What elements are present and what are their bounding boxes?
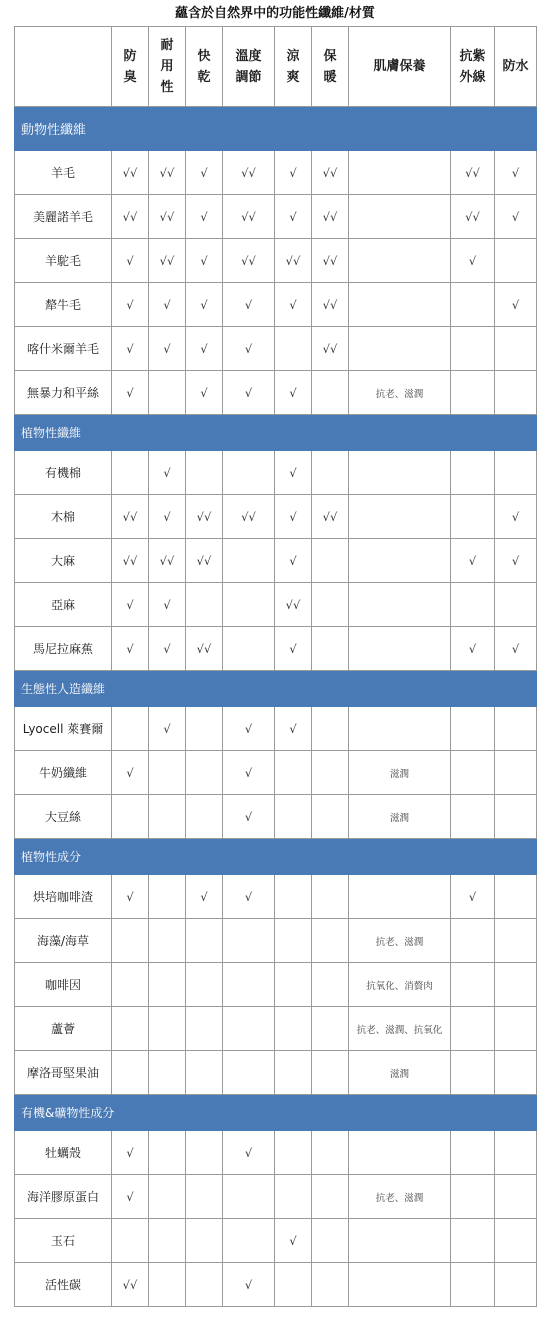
material-name: 有機棉: [15, 451, 112, 495]
material-name: 美麗諾羊毛: [15, 195, 112, 239]
material-name: 海藻/海草: [15, 919, 112, 963]
check-mark-cell: [186, 963, 223, 1007]
check-mark-cell: [275, 1007, 312, 1051]
category-label: 動物性纖維: [15, 107, 537, 151]
skincare-note: 抗氧化、消贅肉: [349, 963, 451, 1007]
check-mark-cell: [275, 1051, 312, 1095]
category-row: [15, 107, 537, 151]
check-mark-cell: [186, 451, 223, 495]
column-header: [223, 27, 275, 107]
material-name: 亞麻: [15, 583, 112, 627]
check-mark-cell: √√: [112, 1263, 149, 1307]
check-mark-cell: [186, 1263, 223, 1307]
check-mark-cell: [495, 1263, 537, 1307]
check-mark-cell: [495, 707, 537, 751]
column-header-text: 臭: [123, 69, 137, 85]
skincare-note: 抗老、滋潤: [349, 371, 451, 415]
check-mark-cell: [112, 451, 149, 495]
check-mark-cell: [312, 1175, 349, 1219]
table-row: [15, 583, 537, 627]
skincare-note: [349, 1263, 451, 1307]
check-mark-cell: √: [186, 239, 223, 283]
check-mark-cell: [275, 919, 312, 963]
table-row: [15, 151, 537, 195]
check-mark-cell: [112, 963, 149, 1007]
check-mark-cell: [186, 919, 223, 963]
check-mark-cell: [223, 1175, 275, 1219]
check-mark-cell: √: [495, 627, 537, 671]
check-mark-cell: √: [275, 371, 312, 415]
check-mark-cell: [275, 795, 312, 839]
table-row: [15, 327, 537, 371]
check-mark-cell: [495, 327, 537, 371]
column-header: [312, 27, 349, 107]
skincare-note: [349, 451, 451, 495]
column-header-text: 調節: [235, 69, 262, 85]
check-mark-cell: √√: [223, 239, 275, 283]
skincare-note: [349, 627, 451, 671]
table-row: [15, 919, 537, 963]
check-mark-cell: [275, 751, 312, 795]
category-row: [15, 1095, 537, 1131]
category-row: [15, 671, 537, 707]
check-mark-cell: √: [451, 875, 495, 919]
check-mark-cell: [312, 875, 349, 919]
column-header: [495, 27, 537, 107]
check-mark-cell: √: [495, 495, 537, 539]
check-mark-cell: [451, 1263, 495, 1307]
header-corner: [15, 27, 112, 107]
column-header-text: 乾: [197, 69, 211, 85]
category-label: 生態性人造纖維: [15, 671, 537, 707]
check-mark-cell: [495, 795, 537, 839]
check-mark-cell: √: [495, 539, 537, 583]
check-mark-cell: √√: [451, 195, 495, 239]
check-mark-cell: √: [112, 371, 149, 415]
table-row: [15, 963, 537, 1007]
check-mark-cell: [149, 963, 186, 1007]
page-title: 蘊含於自然界中的功能性纖維/材質: [175, 6, 375, 21]
check-mark-cell: [275, 963, 312, 1007]
column-header-text: 肌膚保養: [373, 59, 426, 74]
material-name: 牛奶纖維: [15, 751, 112, 795]
check-mark-cell: [149, 919, 186, 963]
check-mark-cell: √: [149, 283, 186, 327]
check-mark-cell: √√: [112, 151, 149, 195]
check-mark-cell: [149, 1131, 186, 1175]
check-mark-cell: [223, 451, 275, 495]
check-mark-cell: [451, 795, 495, 839]
table-row: [15, 283, 537, 327]
fiber-function-table: [14, 26, 537, 1307]
check-mark-cell: √√: [149, 151, 186, 195]
check-mark-cell: [112, 919, 149, 963]
table-row: [15, 495, 537, 539]
header-row: [15, 27, 537, 107]
check-mark-cell: √: [112, 751, 149, 795]
material-name: 烘培咖啡渣: [15, 875, 112, 919]
material-name: 大豆絲: [15, 795, 112, 839]
check-mark-cell: [312, 1219, 349, 1263]
check-mark-cell: [149, 371, 186, 415]
check-mark-cell: [451, 283, 495, 327]
column-header-text: 抗紫: [459, 48, 486, 64]
column-header: [112, 27, 149, 107]
check-mark-cell: [495, 239, 537, 283]
check-mark-cell: [275, 1175, 312, 1219]
check-mark-cell: [312, 1051, 349, 1095]
check-mark-cell: [451, 583, 495, 627]
skincare-note: [349, 495, 451, 539]
check-mark-cell: √√: [186, 495, 223, 539]
table-row: [15, 1051, 537, 1095]
check-mark-cell: √√: [275, 239, 312, 283]
skincare-note: 滋潤: [349, 751, 451, 795]
check-mark-cell: [312, 1007, 349, 1051]
check-mark-cell: √: [112, 283, 149, 327]
check-mark-cell: [112, 1219, 149, 1263]
check-mark-cell: [223, 1007, 275, 1051]
table-row: [15, 1263, 537, 1307]
check-mark-cell: √√: [223, 495, 275, 539]
check-mark-cell: √: [275, 451, 312, 495]
check-mark-cell: [149, 751, 186, 795]
check-mark-cell: √: [186, 371, 223, 415]
category-row: [15, 415, 537, 451]
check-mark-cell: [149, 1263, 186, 1307]
check-mark-cell: √: [186, 151, 223, 195]
check-mark-cell: √: [223, 327, 275, 371]
skincare-note: [349, 707, 451, 751]
check-mark-cell: √: [275, 151, 312, 195]
check-mark-cell: √: [149, 327, 186, 371]
check-mark-cell: [451, 451, 495, 495]
check-mark-cell: [275, 1131, 312, 1175]
check-mark-cell: [186, 1131, 223, 1175]
check-mark-cell: [149, 1051, 186, 1095]
check-mark-cell: [186, 1219, 223, 1263]
check-mark-cell: [495, 1051, 537, 1095]
table-row: [15, 875, 537, 919]
skincare-note: 抗老、滋潤: [349, 919, 451, 963]
column-header: [451, 27, 495, 107]
column-header: [349, 27, 451, 107]
table-row: [15, 451, 537, 495]
check-mark-cell: [223, 919, 275, 963]
table-row: [15, 707, 537, 751]
check-mark-cell: [495, 751, 537, 795]
check-mark-cell: √: [451, 539, 495, 583]
check-mark-cell: [312, 751, 349, 795]
check-mark-cell: [451, 707, 495, 751]
check-mark-cell: [149, 1219, 186, 1263]
table-body: [15, 107, 537, 1307]
check-mark-cell: [186, 1051, 223, 1095]
check-mark-cell: [451, 919, 495, 963]
material-name: 咖啡因: [15, 963, 112, 1007]
table-row: [15, 195, 537, 239]
check-mark-cell: [223, 963, 275, 1007]
skincare-note: [349, 539, 451, 583]
column-header-text: 暖: [323, 69, 337, 85]
skincare-note: 抗老、滋潤、抗氧化: [349, 1007, 451, 1051]
check-mark-cell: √: [223, 371, 275, 415]
check-mark-cell: [495, 1219, 537, 1263]
check-mark-cell: [223, 627, 275, 671]
check-mark-cell: √: [495, 283, 537, 327]
check-mark-cell: [495, 583, 537, 627]
check-mark-cell: √: [223, 751, 275, 795]
check-mark-cell: √√: [112, 495, 149, 539]
check-mark-cell: [186, 795, 223, 839]
check-mark-cell: √: [149, 707, 186, 751]
check-mark-cell: √: [112, 1131, 149, 1175]
check-mark-cell: √: [223, 1263, 275, 1307]
check-mark-cell: [451, 1051, 495, 1095]
column-header-text: 防: [123, 48, 137, 64]
column-header-text: 用: [160, 59, 174, 74]
check-mark-cell: [451, 1219, 495, 1263]
material-name: Lyocell 萊賽爾: [15, 707, 112, 751]
check-mark-cell: [112, 795, 149, 839]
check-mark-cell: √: [275, 707, 312, 751]
material-name: 活性碳: [15, 1263, 112, 1307]
check-mark-cell: [451, 495, 495, 539]
material-name: 海洋膠原蛋白: [15, 1175, 112, 1219]
skincare-note: [349, 1219, 451, 1263]
table-row: [15, 627, 537, 671]
material-name: 蘆薈: [15, 1007, 112, 1051]
check-mark-cell: √: [223, 283, 275, 327]
check-mark-cell: √: [186, 327, 223, 371]
check-mark-cell: [312, 707, 349, 751]
check-mark-cell: [312, 1263, 349, 1307]
check-mark-cell: √: [112, 1175, 149, 1219]
check-mark-cell: √: [186, 195, 223, 239]
check-mark-cell: √√: [312, 327, 349, 371]
check-mark-cell: √: [275, 195, 312, 239]
check-mark-cell: [451, 327, 495, 371]
check-mark-cell: [149, 1007, 186, 1051]
table-row: [15, 1007, 537, 1051]
column-header-text: 防水: [502, 59, 529, 74]
check-mark-cell: [223, 583, 275, 627]
table-row: [15, 751, 537, 795]
column-header: [186, 27, 223, 107]
check-mark-cell: √: [451, 627, 495, 671]
material-name: 牡蠣殼: [15, 1131, 112, 1175]
column-header-text: 溫度: [235, 48, 262, 64]
category-label: 植物性纖維: [15, 415, 537, 451]
table-row: [15, 1175, 537, 1219]
skincare-note: [349, 239, 451, 283]
table-row: [15, 795, 537, 839]
check-mark-cell: √√: [186, 539, 223, 583]
skincare-note: [349, 875, 451, 919]
material-name: 喀什米爾羊毛: [15, 327, 112, 371]
material-name: 羊駝毛: [15, 239, 112, 283]
skincare-note: [349, 151, 451, 195]
check-mark-cell: [495, 1131, 537, 1175]
check-mark-cell: [223, 1051, 275, 1095]
check-mark-cell: √√: [275, 583, 312, 627]
check-mark-cell: √: [451, 239, 495, 283]
check-mark-cell: √√: [312, 151, 349, 195]
check-mark-cell: [186, 707, 223, 751]
column-header-text: 耐: [160, 38, 174, 53]
check-mark-cell: [312, 1131, 349, 1175]
check-mark-cell: √: [223, 795, 275, 839]
column-header-text: 外線: [459, 69, 486, 85]
check-mark-cell: √√: [312, 495, 349, 539]
check-mark-cell: √√: [149, 195, 186, 239]
material-name: 玉石: [15, 1219, 112, 1263]
check-mark-cell: [186, 583, 223, 627]
check-mark-cell: √√: [186, 627, 223, 671]
check-mark-cell: √: [275, 539, 312, 583]
check-mark-cell: √√: [451, 151, 495, 195]
check-mark-cell: [495, 919, 537, 963]
check-mark-cell: √: [149, 451, 186, 495]
table-row: [15, 1131, 537, 1175]
material-name: 羊毛: [15, 151, 112, 195]
skincare-note: 抗老、滋潤: [349, 1175, 451, 1219]
check-mark-cell: √: [186, 283, 223, 327]
check-mark-cell: [149, 1175, 186, 1219]
column-header-text: 性: [160, 80, 174, 95]
check-mark-cell: [495, 1007, 537, 1051]
column-header-text: 快: [197, 48, 211, 64]
table-row: [15, 1219, 537, 1263]
category-label: 植物性成分: [15, 839, 537, 875]
check-mark-cell: [149, 875, 186, 919]
skincare-note: [349, 327, 451, 371]
check-mark-cell: √√: [149, 239, 186, 283]
check-mark-cell: [312, 919, 349, 963]
check-mark-cell: [112, 1007, 149, 1051]
check-mark-cell: √√: [112, 539, 149, 583]
check-mark-cell: √√: [149, 539, 186, 583]
check-mark-cell: [186, 1007, 223, 1051]
check-mark-cell: [275, 1263, 312, 1307]
check-mark-cell: √: [112, 875, 149, 919]
check-mark-cell: [223, 1219, 275, 1263]
material-name: 大麻: [15, 539, 112, 583]
check-mark-cell: [312, 963, 349, 1007]
skincare-note: 滋潤: [349, 795, 451, 839]
check-mark-cell: [112, 707, 149, 751]
check-mark-cell: √√: [312, 239, 349, 283]
check-mark-cell: √: [495, 195, 537, 239]
check-mark-cell: √: [149, 627, 186, 671]
check-mark-cell: √: [149, 495, 186, 539]
material-name: 摩洛哥堅果油: [15, 1051, 112, 1095]
check-mark-cell: [149, 795, 186, 839]
check-mark-cell: √: [275, 627, 312, 671]
check-mark-cell: [451, 751, 495, 795]
check-mark-cell: √: [223, 875, 275, 919]
check-mark-cell: [312, 371, 349, 415]
category-row: [15, 839, 537, 875]
material-name: 木棉: [15, 495, 112, 539]
check-mark-cell: √: [112, 239, 149, 283]
check-mark-cell: [312, 627, 349, 671]
check-mark-cell: [312, 583, 349, 627]
check-mark-cell: √√: [312, 195, 349, 239]
column-header-text: 保: [323, 48, 337, 64]
check-mark-cell: √: [275, 283, 312, 327]
check-mark-cell: [312, 539, 349, 583]
check-mark-cell: √√: [223, 195, 275, 239]
check-mark-cell: √: [495, 151, 537, 195]
check-mark-cell: √: [112, 327, 149, 371]
check-mark-cell: √: [275, 1219, 312, 1263]
column-header-text: 爽: [286, 69, 300, 85]
check-mark-cell: √: [112, 583, 149, 627]
check-mark-cell: √√: [223, 151, 275, 195]
check-mark-cell: [495, 1175, 537, 1219]
check-mark-cell: [451, 1175, 495, 1219]
check-mark-cell: [451, 963, 495, 1007]
check-mark-cell: [495, 875, 537, 919]
skincare-note: [349, 283, 451, 327]
check-mark-cell: √: [223, 707, 275, 751]
check-mark-cell: [223, 539, 275, 583]
table-row: [15, 539, 537, 583]
column-header: [149, 27, 186, 107]
check-mark-cell: √√: [112, 195, 149, 239]
material-name: 馬尼拉麻蕉: [15, 627, 112, 671]
table-row: [15, 239, 537, 283]
check-mark-cell: [275, 875, 312, 919]
check-mark-cell: √: [112, 627, 149, 671]
check-mark-cell: [495, 963, 537, 1007]
check-mark-cell: [312, 451, 349, 495]
table-row: [15, 371, 537, 415]
check-mark-cell: √: [186, 875, 223, 919]
skincare-note: [349, 583, 451, 627]
column-header-text: 涼: [286, 48, 300, 64]
material-name: 犛牛毛: [15, 283, 112, 327]
check-mark-cell: [112, 1051, 149, 1095]
check-mark-cell: [451, 1007, 495, 1051]
skincare-note: [349, 1131, 451, 1175]
check-mark-cell: [451, 1131, 495, 1175]
skincare-note: 滋潤: [349, 1051, 451, 1095]
check-mark-cell: [495, 451, 537, 495]
column-header: [275, 27, 312, 107]
check-mark-cell: √: [223, 1131, 275, 1175]
check-mark-cell: [312, 795, 349, 839]
check-mark-cell: [451, 371, 495, 415]
check-mark-cell: √: [149, 583, 186, 627]
skincare-note: [349, 195, 451, 239]
check-mark-cell: [495, 371, 537, 415]
check-mark-cell: [275, 327, 312, 371]
check-mark-cell: √√: [312, 283, 349, 327]
material-name: 無暴力和平絲: [15, 371, 112, 415]
check-mark-cell: [186, 751, 223, 795]
check-mark-cell: √: [275, 495, 312, 539]
check-mark-cell: [186, 1175, 223, 1219]
category-label: 有機&礦物性成分: [15, 1095, 537, 1131]
